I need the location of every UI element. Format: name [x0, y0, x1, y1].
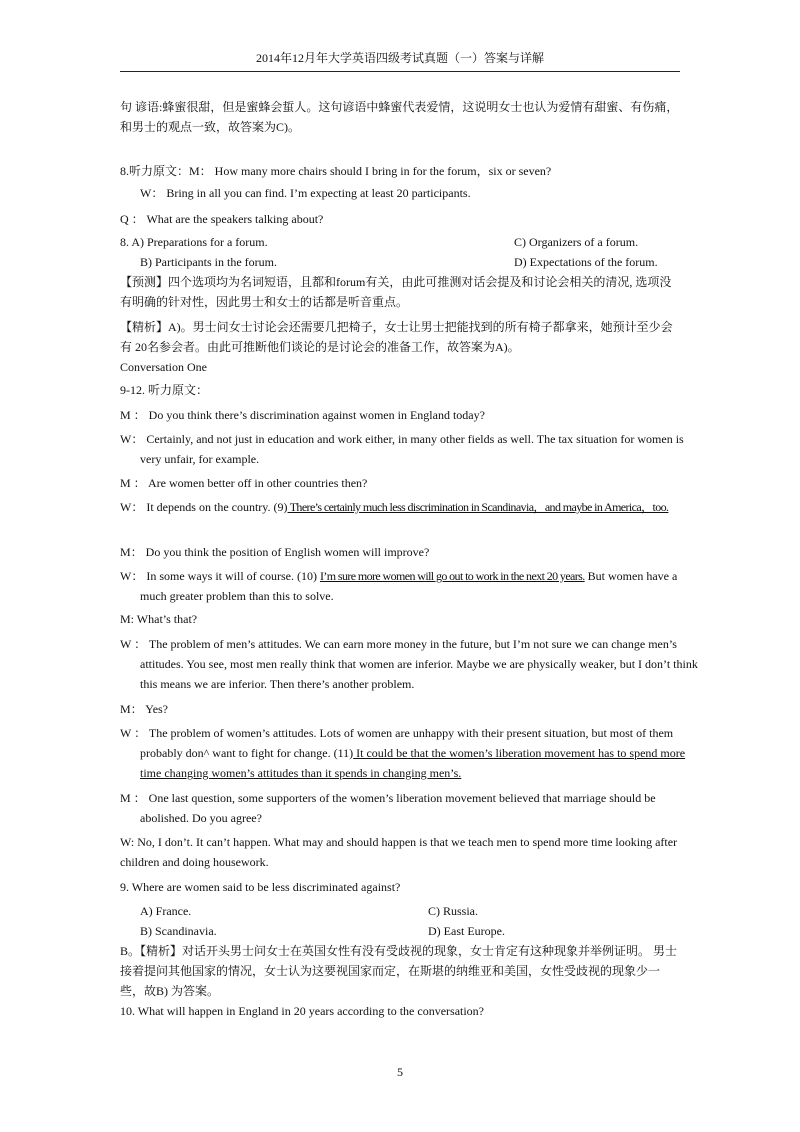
header-rule	[120, 71, 680, 72]
q10-question: 10. What will happen in England in 20 years according to the conversation?	[120, 1004, 485, 1018]
transcript-line: W: No, I don’t. It can’t happen. What may and should happen is that we teach men to spend more time looking after children and doing housework.	[120, 835, 678, 869]
q8-question: Q ： What are the speakers talking about?	[120, 212, 324, 226]
transcript-line-q11	[120, 723, 702, 783]
q9-option-a: A) France.	[140, 904, 192, 918]
speaker-text: W ： The problem of women’s attitudes. Lots of women are unhappy with their present situation, but most of them probably don^ want to fight for change. (11)	[120, 726, 674, 760]
transcript-line-q10	[120, 566, 702, 606]
page-header: 2014年12月年大学英语四级考试真题（一）答案与详解	[255, 51, 544, 65]
transcript-line-q9	[120, 497, 702, 517]
speaker-text: W： It depends on the country. (9)	[120, 500, 288, 514]
transcript-line: M: What’s that?	[120, 612, 198, 626]
transcript-line: W ： The problem of men’s attitudes. We can earn more money in the future, but I’m not sure we can change men’s attitudes. You see, most men really think that women are inferior. Maybe we are physically weaker, but I don’t think this means we are inferior. Then there’s another problem.	[120, 637, 698, 691]
transcript-line: M ： One last question, some supporters of the women’s liberation movement believed that marriage should be abolished. Do you agree?	[120, 791, 656, 825]
transcript-line: W： Certainly, and not just in education and work either, in many other fields as well. The tax situation for women is very unfair, for example.	[120, 432, 684, 466]
q9-option-c: C) Russia.	[428, 904, 479, 918]
transcript-line: M ： Do you think there’s discrimination against women in England today?	[120, 408, 485, 422]
speaker-text: W： In some ways it will of course. (10)	[120, 569, 320, 583]
q8-option-c: C) Organizers of a forum.	[514, 235, 639, 249]
conversation-title: Conversation One	[120, 360, 207, 374]
q9-question: 9. Where are women said to be less discriminated against?	[120, 880, 401, 894]
intro-paragraph: 句 谚语:蜂蜜很甜，但是蜜蜂会蜇人。这句谚语中蜂蜜代表爱情，这说明女士也认为爱情有甜蜜、有伤痛，和男士的观点一致，故答案为C)。	[120, 100, 679, 134]
q9-option-d: D) East Europe.	[428, 924, 505, 938]
answer-underline-9: There’s certainly much less discrimination in Scandinavia，and maybe in America，too.	[287, 500, 669, 514]
page-number: 5	[397, 1065, 403, 1079]
answer-underline-11: It could be that the women’s liberation movement has to spend more time changing women’s attitudes than it spends in changing men’s.	[140, 746, 686, 780]
transcript-line: M ： Are women better off in other countries then?	[120, 476, 368, 490]
q8-analysis: 【精析】A)。男士问女士讨论会还需要几把椅子，女士让男士把能找到的所有椅子都拿来，她预计至少会有 20名参会者。由此可推断他们谈论的是讨论会的准备工作，故答案为A)。	[120, 320, 673, 354]
transcript-line: M： Yes?	[120, 702, 169, 716]
conversation-intro: 9-12. 听力原文：	[120, 383, 208, 397]
q8-option-a: 8. A) Preparations for a forum.	[120, 235, 268, 249]
q9-option-b: B) Scandinavia.	[140, 924, 217, 938]
q8-prediction: 【预测】四个选项均为名词短语，且都和forum有关，由此可推测对话会提及和讨论会相关的清况, 选项没有明确的针对性，因此男士和女士的话都是听音重点。	[120, 275, 672, 309]
q9-analysis: B。【精析】对话开头男士问女士在英国女性有没有受歧视的现象，女士肯定有这种现象并举例证明。 男士接着提问其他国家的情况，女士认为这要视国家而定，在斯堪的纳维亚和美国，女性受歧视的现象少一些，故B) 为答案。	[120, 944, 678, 998]
q8-transcript-woman: W： Bring in all you can find. I’m expecting at least 20 participants.	[140, 186, 471, 200]
answer-underline-10: I’m sure more women will go out to work in the next 20 years.	[319, 569, 585, 583]
speaker-text: But women have a much greater problem than this to solve.	[140, 569, 678, 603]
q8-option-d: D) Expectations of the forum.	[514, 255, 658, 269]
transcript-line: M： Do you think the position of English women will improve?	[120, 545, 430, 559]
q8-transcript-man: 8.听力原文：M： How many more chairs should I bring in for the forum，six or seven?	[120, 164, 552, 178]
q8-option-b: B) Participants in the forum.	[140, 255, 277, 269]
